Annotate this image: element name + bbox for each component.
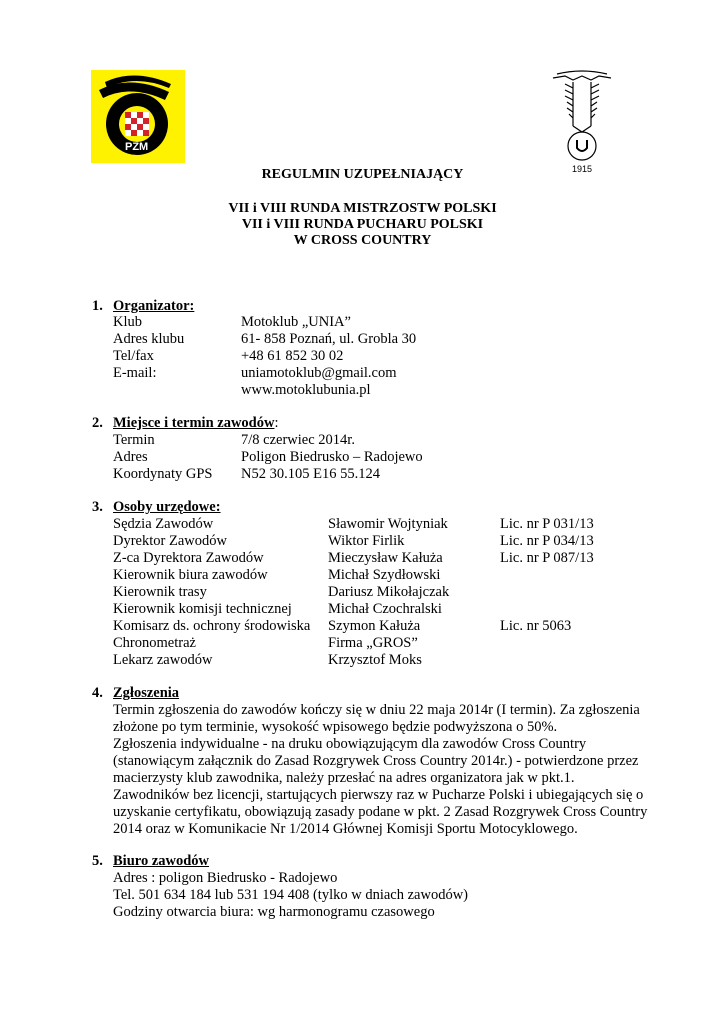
section-title: Zgłoszenia	[113, 685, 180, 701]
official-name: Wiktor Firlik	[328, 533, 405, 549]
section-number: 5.	[92, 853, 103, 869]
section-number: 3.	[92, 499, 103, 515]
unia-logo	[551, 70, 613, 175]
official-role: Dyrektor Zawodów	[113, 533, 227, 549]
section-title: Biuro zawodów	[113, 853, 210, 869]
pzm-logo-text: PZM	[125, 141, 149, 153]
official-role: Kierownik trasy	[113, 584, 207, 600]
info-label: Termin	[113, 432, 155, 448]
website-value[interactable]: www.motoklubunia.pl	[241, 382, 371, 398]
info-label: Koordynaty GPS	[113, 466, 213, 482]
official-role: Z-ca Dyrektora Zawodów	[113, 550, 264, 566]
info-label: Adres klubu	[113, 331, 185, 347]
section-number: 2.	[92, 415, 103, 431]
office-phone: Tel. 501 634 184 lub 531 194 408 (tylko w dniach zawodów)	[113, 887, 468, 903]
official-license: Lic. nr P 031/13	[500, 516, 594, 532]
info-value: Poligon Biedrusko – Radojewo	[241, 449, 423, 465]
paragraph-line: 2014 oraz w Komunikacie Nr 1/2014 Głównej Komisji Sportu Motocyklowego.	[113, 821, 578, 837]
section-title: Organizator:	[113, 298, 195, 314]
email-value[interactable]: uniamotoklub@gmail.com	[241, 365, 397, 381]
info-value: +48 61 852 30 02	[241, 348, 344, 364]
official-role: Kierownik biura zawodów	[113, 567, 268, 583]
info-label: Tel/fax	[113, 348, 154, 364]
official-role: Komisarz ds. ochrony środowiska	[113, 618, 311, 634]
official-role: Lekarz zawodów	[113, 652, 213, 668]
unia-logo-year: 1915	[571, 164, 593, 174]
official-license: Lic. nr P 087/13	[500, 550, 594, 566]
paragraph-line: (stanowiącym załącznik do Zasad Rozgrywek Cross Country 2014r.) - potwierdzone przez	[113, 753, 639, 769]
official-license: Lic. nr 5063	[500, 618, 572, 634]
section-title: Miejsce i termin zawodów	[113, 415, 275, 431]
office-hours: Godziny otwarcia biura: wg harmonogramu czasowego	[113, 904, 435, 920]
paragraph-line: Zgłoszenia indywidualne - na druku obowiązującym dla zawodów Cross Country	[113, 736, 587, 752]
section-number: 1.	[92, 298, 103, 314]
paragraph-line: uzyskanie certyfikatu, obowiązują zasady podane w pkt. 2 Zasad Rozgrywek Cross Country	[113, 804, 648, 820]
section-number: 4.	[92, 685, 103, 701]
subtitle-line-3: W CROSS COUNTRY	[293, 233, 432, 248]
info-value: N52 30.105 E16 55.124	[241, 466, 380, 482]
official-name: Dariusz Mikołajczak	[328, 584, 450, 600]
paragraph-line: Zawodników bez licencji, startujących pierwszy raz w Pucharze Polski i ubiegających się o	[113, 787, 644, 803]
info-value: 61- 858 Poznań, ul. Grobla 30	[241, 331, 417, 347]
official-role: Sędzia Zawodów	[113, 516, 214, 532]
info-value: Motoklub „UNIA”	[241, 314, 351, 330]
official-name: Krzysztof Moks	[328, 652, 422, 668]
section-title-suffix: :	[274, 415, 279, 431]
office-address: Adres : poligon Biedrusko - Radojewo	[113, 870, 338, 886]
registration-text	[113, 702, 658, 838]
official-role: Kierownik komisji technicznej	[113, 601, 292, 617]
pzm-logo	[91, 70, 185, 163]
section-title: Osoby urzędowe:	[113, 499, 221, 515]
subtitle-line-1: VII i VIII RUNDA MISTRZOSTW POLSKI	[228, 201, 497, 216]
info-value: 7/8 czerwiec 2014r.	[241, 432, 355, 448]
official-name: Mieczysław Kałuża	[328, 550, 443, 566]
official-name: Sławomir Wojtyniak	[328, 516, 448, 532]
official-role: Chronometraż	[113, 635, 196, 651]
subtitle-line-2: VII i VIII RUNDA PUCHARU POLSKI	[241, 217, 484, 232]
info-label: E-mail:	[113, 365, 157, 381]
official-name: Firma „GROS”	[328, 635, 418, 651]
paragraph-line: Termin zgłoszenia do zawodów kończy się w dniu 22 maja 2014r (I termin). Za zgłoszenia	[113, 702, 640, 718]
official-name: Michał Szydłowski	[328, 567, 441, 583]
info-label: Adres	[113, 449, 148, 465]
info-label: Klub	[113, 314, 142, 330]
official-name: Szymon Kałuża	[328, 618, 421, 634]
document-title: REGULMIN UZUPEŁNIAJĄCY	[261, 167, 464, 182]
paragraph-line: macierzysty klub zawodnika, należy przesłać na adres organizatora jak w pkt.1.	[113, 770, 575, 786]
paragraph-line: złożone po tym terminie, wysokość wpisowego będzie podwyższona o 50%.	[113, 719, 558, 735]
official-license: Lic. nr P 034/13	[500, 533, 594, 549]
official-name: Michał Czochralski	[328, 601, 442, 617]
